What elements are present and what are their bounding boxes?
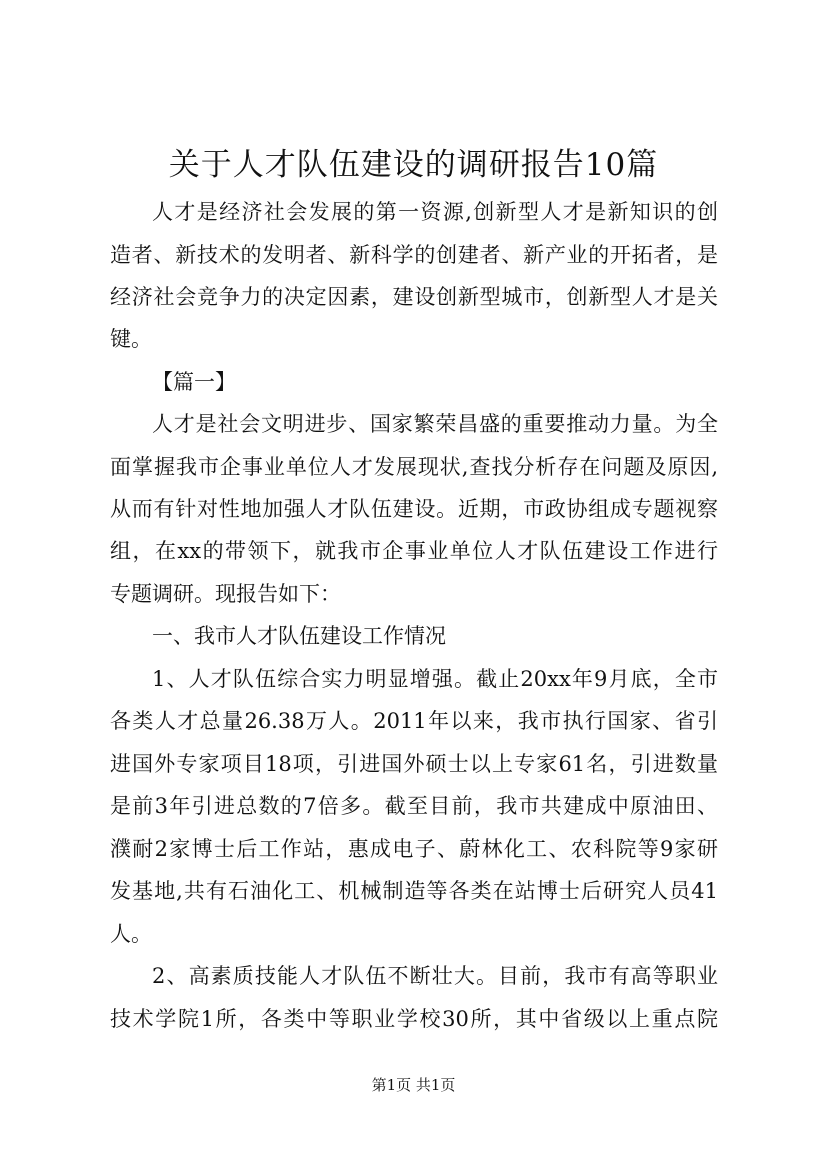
paragraph-line: 从而有针对性地加强人才队伍建设。近期，市政协组成专题视察	[110, 497, 718, 521]
paragraph-line: 组，在xx的带领下，就我市企事业单位人才队伍建设工作进行	[110, 539, 718, 563]
paragraph-line: 进国外专家项目18项，引进国外硕士以上专家61名，引进数量	[110, 752, 718, 776]
paragraph-line: 发基地,共有石油化工、机械制造等各类在站博士后研究人员41	[110, 879, 718, 903]
paragraph-line: 濮耐2家博士后工作站，惠成电子、蔚林化工、农科院等9家研	[110, 837, 718, 861]
page-footer: 第1页 共1页	[371, 1076, 456, 1094]
paragraph-line: 面掌握我市企事业单位人才发展现状,查找分析存在问题及原因,	[110, 455, 718, 479]
paragraph-line: 2、高素质技能人才队伍不断壮大。目前，我市有高等职业	[152, 964, 718, 988]
subsection-heading: 一、我市人才队伍建设工作情况	[152, 624, 446, 648]
paragraph-line: 人。	[110, 922, 152, 946]
paragraph-line: 是前3年引进总数的7倍多。截至目前，我市共建成中原油田、	[110, 794, 718, 818]
paragraph-line: 键。	[110, 327, 152, 351]
section-heading: 【篇一】	[152, 370, 236, 394]
document-title: 关于人才队伍建设的调研报告10篇	[168, 147, 659, 183]
paragraph-line: 各类人才总量26.38万人。2011年以来，我市执行国家、省引	[110, 709, 718, 733]
paragraph-line: 经济社会竞争力的决定因素，建设创新型城市，创新型人才是关	[110, 285, 718, 309]
paragraph-line: 人才是社会文明进步、国家繁荣昌盛的重要推动力量。为全	[152, 412, 718, 436]
paragraph-line: 造者、新技术的发明者、新科学的创建者、新产业的开拓者，是	[110, 243, 718, 267]
paragraph-line: 专题调研。现报告如下：	[110, 582, 341, 606]
paragraph-line: 1、人才队伍综合实力明显增强。截止20xx年9月底，全市	[152, 667, 718, 691]
paragraph-line: 人才是经济社会发展的第一资源,创新型人才是新知识的创	[152, 200, 718, 224]
paragraph-line: 技术学院1所，各类中等职业学校30所，其中省级以上重点院	[110, 1007, 718, 1031]
